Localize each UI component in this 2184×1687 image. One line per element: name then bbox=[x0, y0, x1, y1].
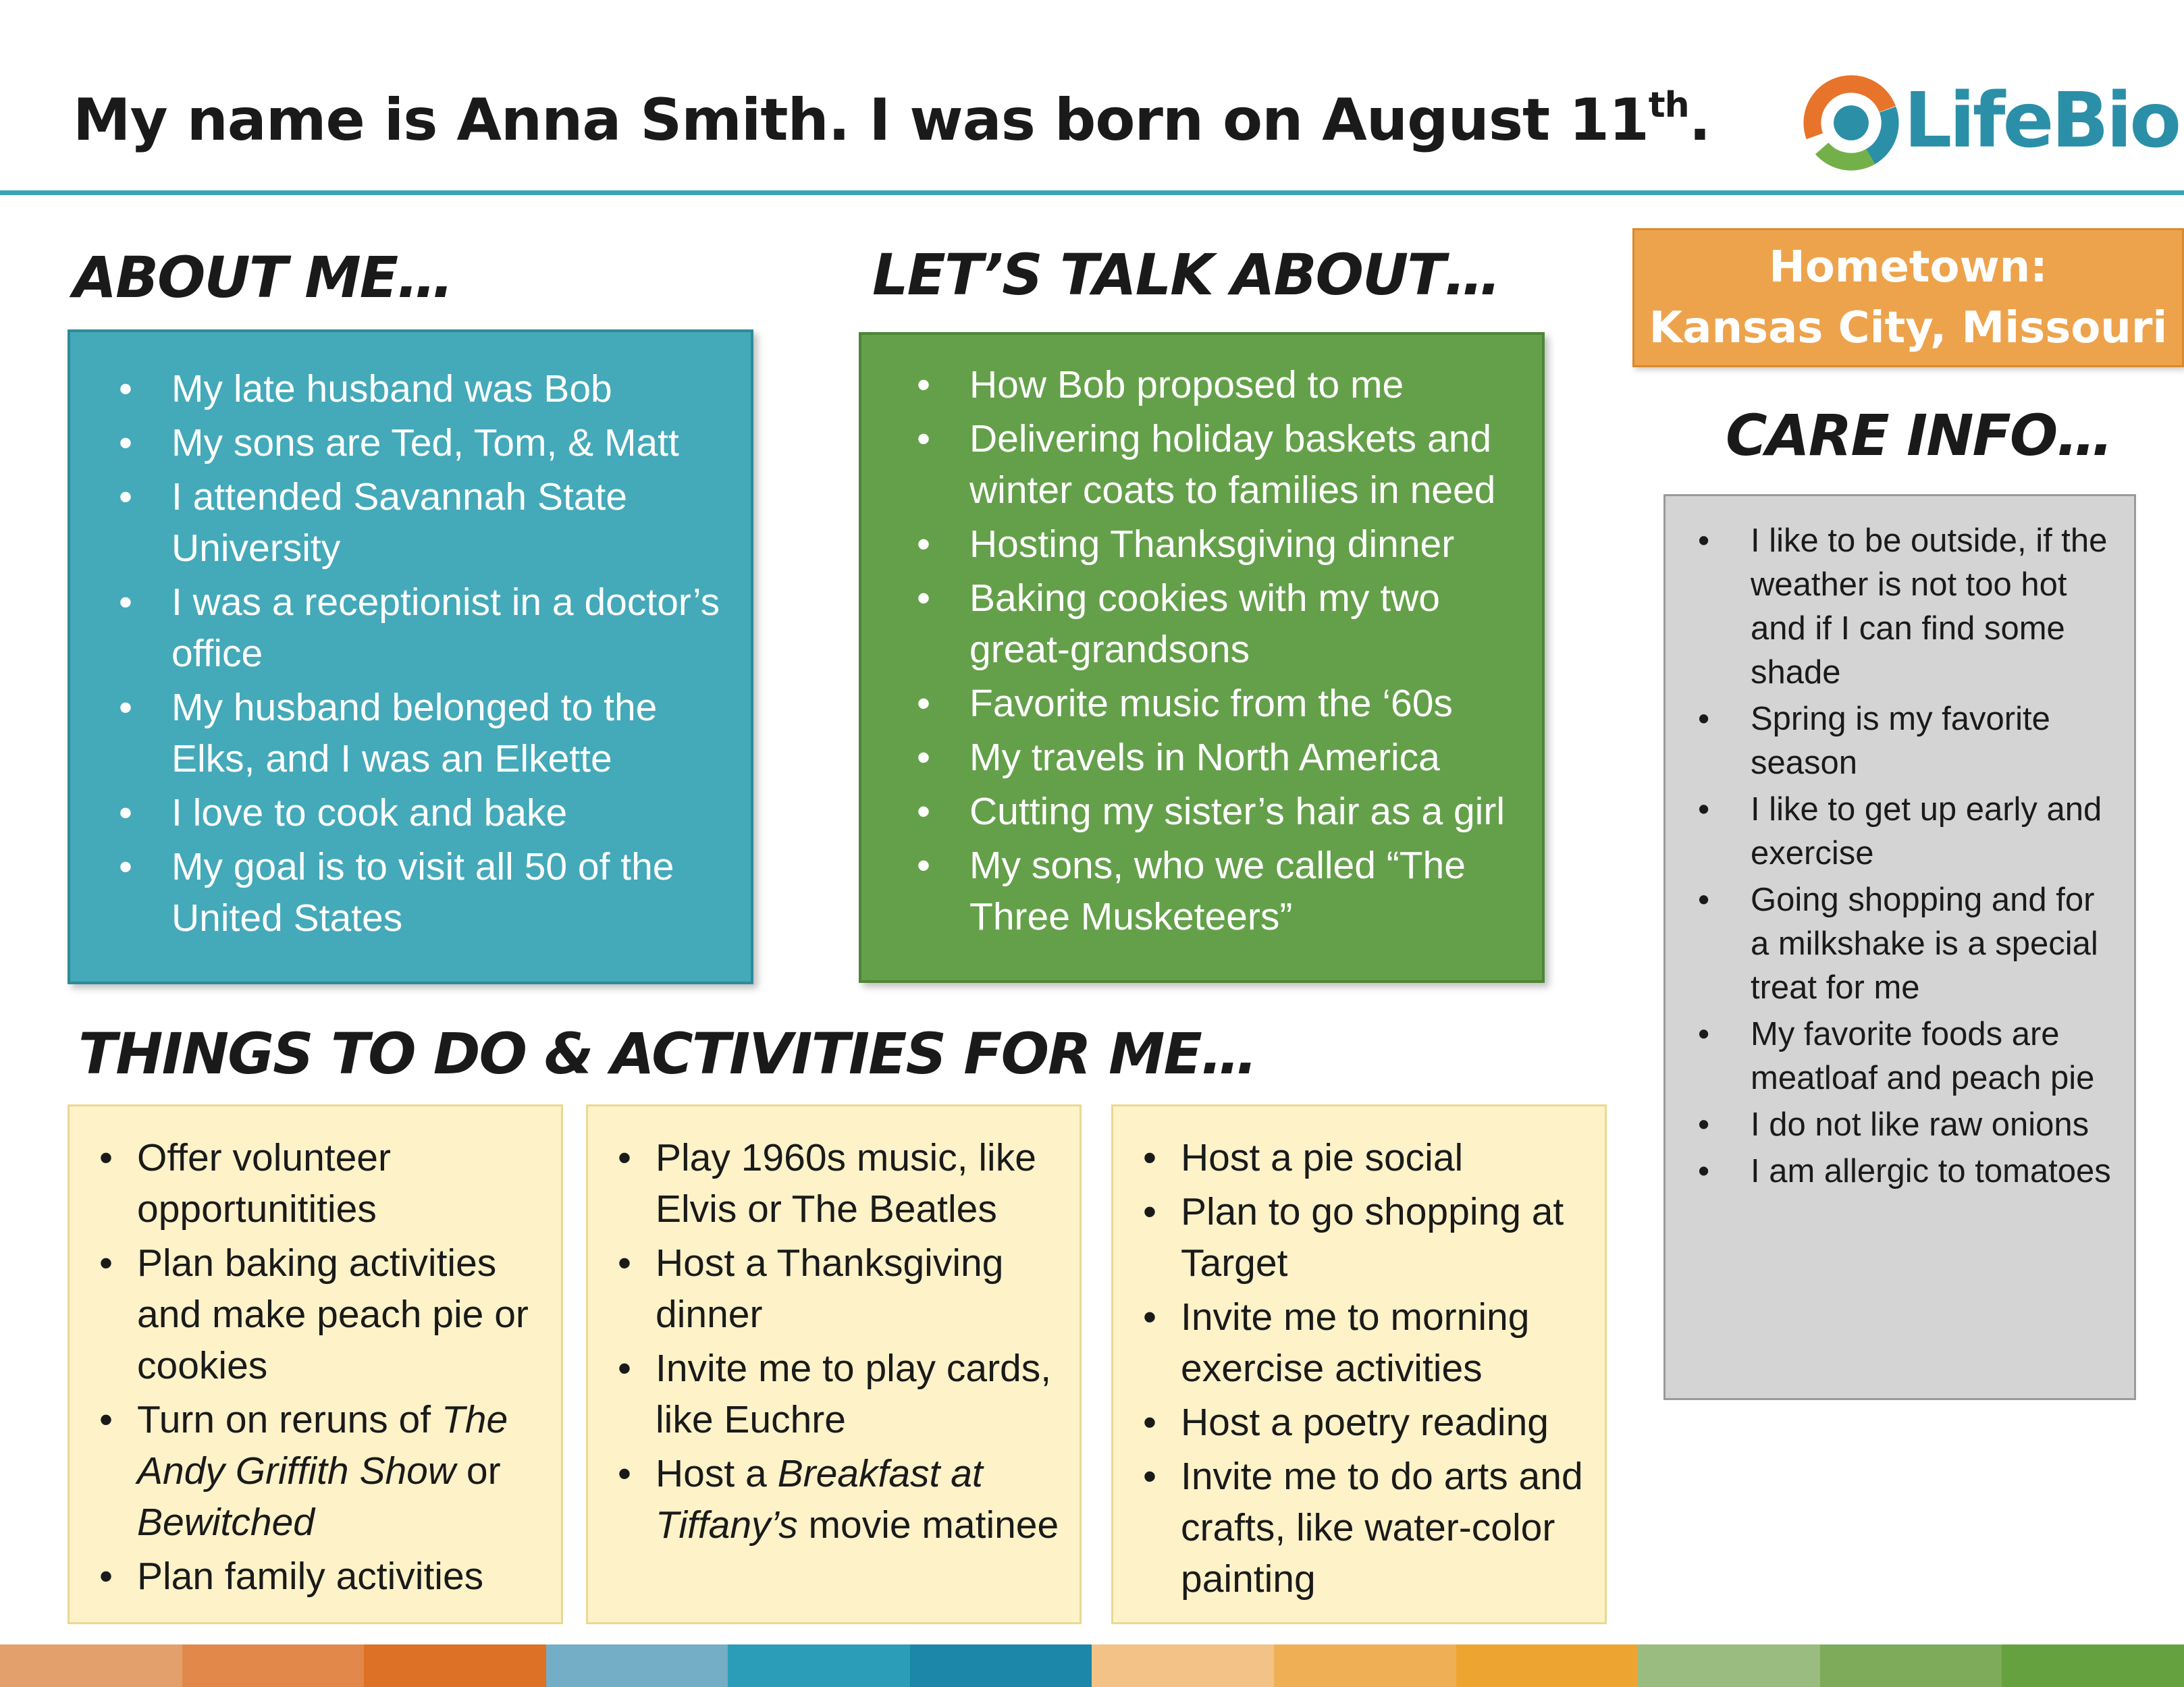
lifebio-logo bbox=[1803, 73, 2179, 174]
care-info-heading: CARE INFO… bbox=[1726, 402, 2112, 468]
footer-color-segment bbox=[728, 1644, 910, 1687]
page-title-period: . bbox=[1688, 86, 1711, 154]
item-text: or bbox=[456, 1449, 501, 1493]
list-item: • Baking cookies with my two great-grandsons bbox=[969, 572, 1528, 675]
list-item: • Host a poetry reading bbox=[1181, 1397, 1591, 1448]
list-item: • Spring is my favorite season bbox=[1751, 697, 2121, 785]
activities-box-1 bbox=[68, 1104, 563, 1624]
lets-talk-heading: LET’S TALK ABOUT… bbox=[872, 242, 1500, 308]
list-item: • My goal is to visit all 50 of the United States bbox=[171, 841, 737, 944]
page-title-superscript: th bbox=[1648, 85, 1689, 126]
list-item: • I love to cook and bake bbox=[171, 787, 737, 838]
show-title: Bewitched bbox=[137, 1501, 315, 1544]
footer-color-segment bbox=[1274, 1644, 1456, 1687]
about-me-list bbox=[70, 332, 751, 944]
item-text: Host a bbox=[656, 1452, 778, 1495]
activities-box-2 bbox=[586, 1104, 1082, 1624]
page-title-text: My name is Anna Smith. I was born on August 11 bbox=[73, 86, 1649, 154]
list-item: • Invite me to do arts and crafts, like water-color painting bbox=[1181, 1451, 1591, 1605]
list-item: • Host a pie social bbox=[1181, 1132, 1591, 1183]
footer-color-segment bbox=[1820, 1644, 2002, 1687]
list-item: • I was a receptionist in a doctor’s office bbox=[171, 577, 737, 679]
list-item: • I attended Savannah State University bbox=[171, 471, 737, 574]
footer-color-segment bbox=[1638, 1644, 1820, 1687]
activities-list-3 bbox=[1113, 1106, 1605, 1605]
activities-list-2 bbox=[588, 1106, 1080, 1551]
activities-box-3 bbox=[1111, 1104, 1607, 1624]
hometown-value: Kansas City, Missouri bbox=[1649, 303, 2168, 353]
list-item: • Plan family activities bbox=[137, 1551, 548, 1602]
footer-color-segment bbox=[0, 1644, 182, 1687]
about-me-box bbox=[68, 329, 753, 984]
lets-talk-box bbox=[859, 332, 1545, 983]
list-item: • How Bob proposed to me bbox=[969, 359, 1528, 410]
list-item: • Going shopping and for a milkshake is a special treat for me bbox=[1751, 878, 2121, 1010]
list-item: • My favorite foods are meatloaf and peach pie bbox=[1751, 1013, 2121, 1100]
list-item: • Invite me to play cards, like Euchre bbox=[656, 1343, 1066, 1445]
item-text: Turn on reruns of bbox=[137, 1398, 442, 1441]
list-item: • My sons, who we called “The Three Musketeers” bbox=[969, 840, 1528, 942]
hometown-label: Hometown: bbox=[1769, 242, 2048, 292]
activities-list-1 bbox=[70, 1106, 561, 1602]
list-item bbox=[137, 1394, 548, 1548]
list-item: • I like to be outside, if the weather is not too hot and if I can find some shade bbox=[1751, 519, 2121, 695]
list-item: • Delivering holiday baskets and winter coats to families in need bbox=[969, 413, 1528, 516]
list-item: • I am allergic to tomatoes bbox=[1751, 1150, 2121, 1194]
show-title: The Andy Griffith Show bbox=[137, 1398, 508, 1493]
list-item: • Hosting Thanksgiving dinner bbox=[969, 518, 1528, 570]
care-info-box bbox=[1663, 494, 2136, 1400]
about-me-heading: ABOUT ME… bbox=[73, 244, 453, 311]
header-divider bbox=[0, 190, 2184, 195]
list-item: • Plan baking activities and make peach pie or cookies bbox=[137, 1237, 548, 1391]
footer-color-segment bbox=[2002, 1644, 2184, 1687]
footer-color-segment bbox=[1092, 1644, 1274, 1687]
list-item: • Plan to go shopping at Target bbox=[1181, 1186, 1591, 1289]
item-text: movie matinee bbox=[797, 1503, 1059, 1547]
footer-color-segment bbox=[546, 1644, 728, 1687]
lets-talk-list bbox=[861, 335, 1542, 942]
list-item: • Cutting my sister’s hair as a girl bbox=[969, 786, 1528, 837]
footer-color-segment bbox=[1456, 1644, 1639, 1687]
list-item: • My husband belonged to the Elks, and I was an Elkette bbox=[171, 682, 737, 784]
list-item: • Invite me to morning exercise activities bbox=[1181, 1291, 1591, 1394]
care-info-list bbox=[1666, 496, 2134, 1194]
lifebio-swirl-logo-icon bbox=[1803, 74, 1900, 171]
list-item: • My travels in North America bbox=[969, 732, 1528, 783]
movie-title: Breakfast at Tiffany’s bbox=[656, 1452, 983, 1547]
hometown-box bbox=[1632, 228, 2184, 367]
list-item: • Host a Thanksgiving dinner bbox=[656, 1237, 1066, 1340]
page-title bbox=[73, 86, 1710, 154]
footer-color-bar bbox=[0, 1644, 2184, 1687]
list-item: • I do not like raw onions bbox=[1751, 1103, 2121, 1147]
list-item: • My late husband was Bob bbox=[171, 363, 737, 414]
footer-color-segment bbox=[182, 1644, 365, 1687]
footer-color-segment bbox=[910, 1644, 1092, 1687]
things-to-do-heading: THINGS TO DO & ACTIVITIES FOR ME… bbox=[78, 1021, 1256, 1087]
footer-color-segment bbox=[364, 1644, 546, 1687]
list-item: • Play 1960s music, like Elvis or The Beatles bbox=[656, 1132, 1066, 1235]
list-item: • Favorite music from the ‘60s bbox=[969, 678, 1528, 729]
list-item: • Offer volunteer opportunitities bbox=[137, 1132, 548, 1235]
list-item bbox=[656, 1448, 1066, 1551]
list-item: • My sons are Ted, Tom, & Matt bbox=[171, 417, 737, 468]
list-item: • I like to get up early and exercise bbox=[1751, 788, 2121, 876]
logo-wordmark: LifeBio bbox=[1904, 77, 2179, 165]
